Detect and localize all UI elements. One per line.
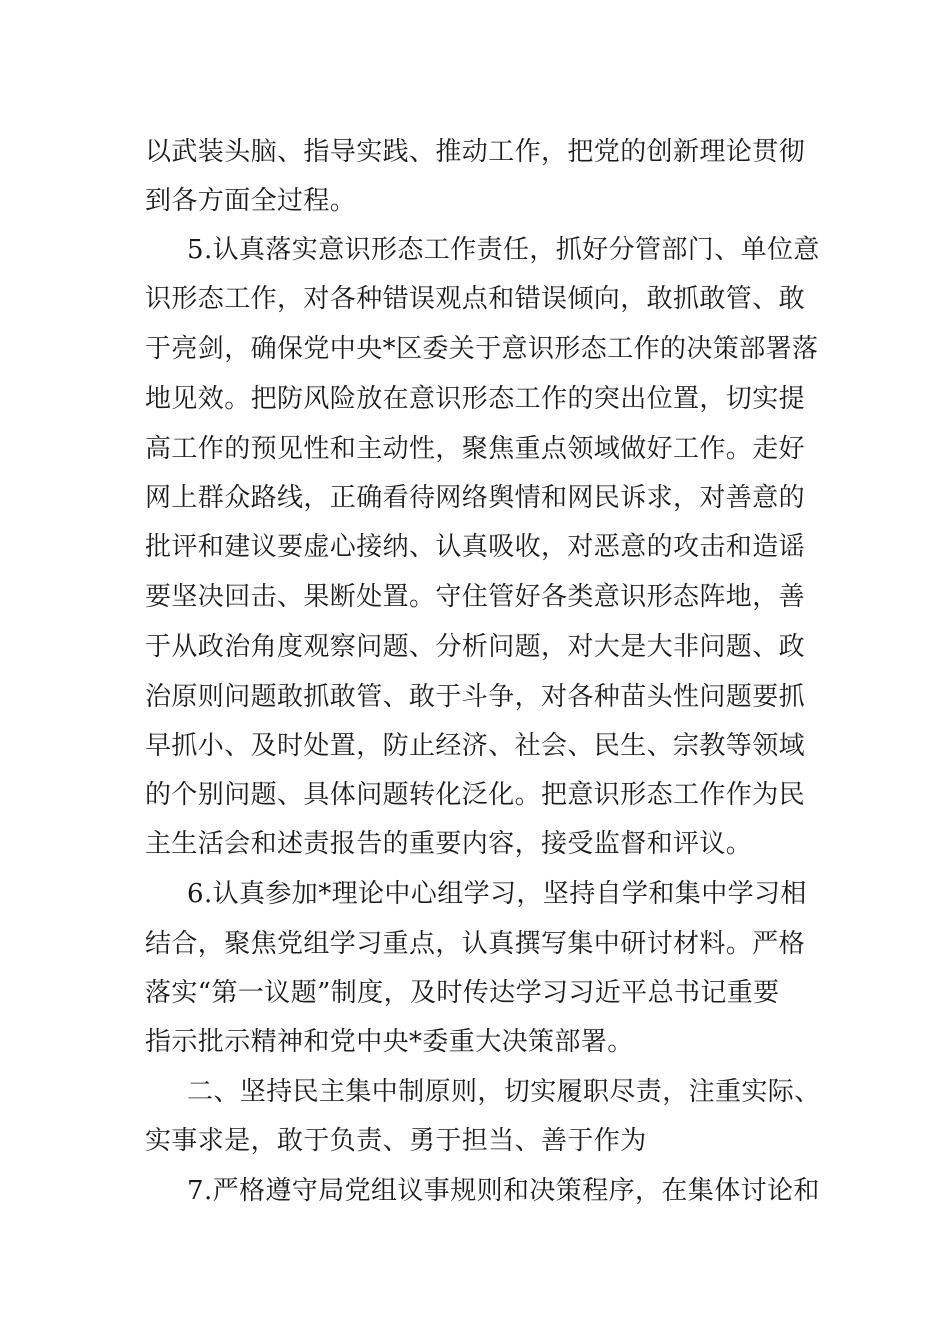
paragraph-7-start: 7.严格遵守局党组议事规则和决策程序，在集体讨论和 <box>187 1176 820 1206</box>
paragraph-6-start: 6.认真参加*理论中心组学习，坚持自学和集中学习相 <box>187 879 807 909</box>
text-line-13: 早抓小、及时处置，防止经济、社会、民生、宗教等领域 <box>145 731 806 761</box>
text-line-11: 于从政治角度观察问题、分析问题，对大是大非问题、政 <box>145 632 806 662</box>
text-line-2: 到各方面全过程。 <box>145 186 357 216</box>
section-heading-2: 二、坚持民主集中制原则，切实履职尽责，注重实际、 <box>187 1077 821 1107</box>
text-line-17: 结合，聚焦党组学习重点，认真撰写集中研讨材料。严格 <box>145 929 806 959</box>
text-line-15: 主生活会和述责报告的重要内容，接受监督和评议。 <box>145 829 753 859</box>
text-line-9: 批评和建议要虚心接纳、认真吸收，对恶意的攻击和造谣 <box>145 532 806 562</box>
text-line-7: 高工作的预见性和主动性，聚焦重点领域做好工作。走好 <box>145 434 806 464</box>
text-line-1: 以武装头脑、指导实践、推动工作，把党的创新理论贯彻 <box>145 137 806 167</box>
text-line-14: 的个别问题、具体问题转化泛化。把意识形态工作作为民 <box>145 780 806 810</box>
text-line-5: 于亮剑，确保党中央*区委关于意识形态工作的决策部署落 <box>145 334 819 364</box>
section-heading-2-cont: 实事求是，敢于负责、勇于担当、善于作为 <box>145 1126 647 1156</box>
text-line-18: 落实“第一议题”制度，及时传达学习习近平总书记重要 <box>145 978 780 1008</box>
text-line-10: 要坚决回击、果断处置。守住管好各类意识形态阵地，善 <box>145 582 806 612</box>
text-line-12: 治原则问题敢抓敢管、敢于斗争，对各种苗头性问题要抓 <box>145 682 806 712</box>
text-line-6: 地见效。把防风险放在意识形态工作的突出位置，切实提 <box>145 384 806 414</box>
paragraph-5-start: 5.认真落实意识形态工作责任，抓好分管部门、单位意 <box>187 235 820 265</box>
text-line-4: 识形态工作，对各种错误观点和错误倾向，敢抓敢管、敢 <box>145 284 806 314</box>
text-line-8: 网上群众路线，正确看待网络舆情和网民诉求，对善意的 <box>145 483 806 513</box>
text-line-19: 指示批示精神和党中央*委重大决策部署。 <box>145 1027 634 1057</box>
